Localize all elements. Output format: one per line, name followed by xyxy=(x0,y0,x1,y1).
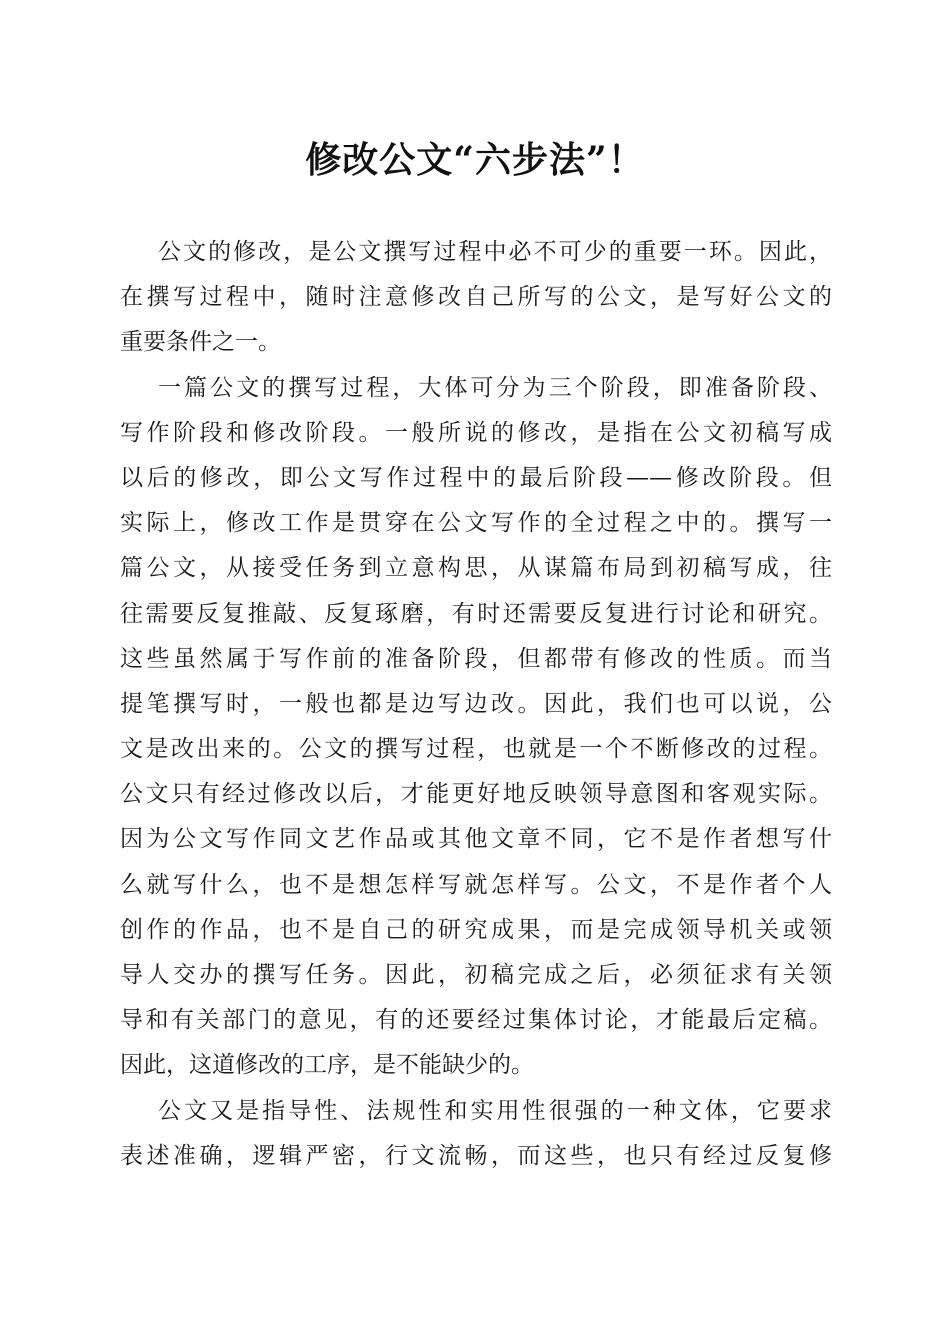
paragraph-2-line-16: 因此，这道修改的工序，是不能缺少的。 xyxy=(120,1052,534,1079)
paragraph-2-line-8: 提笔撰写时，一般也都是边写边改。因此，我们也可以说，公 xyxy=(120,690,832,717)
document-body xyxy=(120,230,832,1179)
paragraph-2-line-12: 么就写什么，也不是想怎样写就怎样写。公文，不是作者个人 xyxy=(120,871,832,898)
paragraph-3-line-2: 表述准确，逻辑严密，行文流畅，而这些，也只有经过反复修 xyxy=(120,1142,832,1169)
paragraph-2-line-13: 创作的作品，也不是自己的研究成果，而是完成领导机关或领 xyxy=(120,916,832,943)
paragraph-2-line-1: 一篇公文的撰写过程，大体可分为三个阶段，即准备阶段、 xyxy=(158,374,832,401)
paragraph-2-line-4: 实际上，修改工作是贯穿在公文写作的全过程之中的。撰写一 xyxy=(120,510,832,537)
paragraph-3-line-1: 公文又是指导性、法规性和实用性很强的一种文体，它要求 xyxy=(158,1097,832,1124)
document-title: 修改公文“六步法”！ xyxy=(305,139,645,181)
paragraph-2-line-3: 以后的修改，即公文写作过程中的最后阶段——修改阶段。但 xyxy=(120,464,832,491)
paragraph-2-line-5: 篇公文，从接受任务到立意构思，从谋篇布局到初稿写成，往 xyxy=(120,555,832,582)
paragraph-2-line-10: 公文只有经过修改以后，才能更好地反映领导意图和客观实际。 xyxy=(120,781,832,808)
paragraph-2-line-7: 这些虽然属于写作前的准备阶段，但都带有修改的性质。而当 xyxy=(120,645,832,672)
paragraph-2-line-14: 导人交办的撰写任务。因此，初稿完成之后，必须征求有关领 xyxy=(120,962,832,988)
paragraph-2-line-11: 因为公文写作同文艺作品或其他文章不同，它不是作者想写什 xyxy=(120,826,832,853)
paragraph-1-line-3: 重要条件之一。 xyxy=(120,329,281,356)
paragraph-2-line-6: 往需要反复推敲、反复琢磨，有时还需要反复进行讨论和研究。 xyxy=(120,600,832,627)
paragraph-1-line-2: 在撰写过程中，随时注意修改自己所写的公文，是写好公文的 xyxy=(120,284,832,311)
paragraph-2-line-9: 文是改出来的。公文的撰写过程，也就是一个不断修改的过程。 xyxy=(120,736,832,763)
paragraph-2-line-2: 写作阶段和修改阶段。一般所说的修改，是指在公文初稿写成 xyxy=(120,419,832,446)
paragraph-1-line-1: 公文的修改，是公文撰写过程中必不可少的重要一环。因此， xyxy=(158,239,832,265)
paragraph-2-line-15: 导和有关部门的意见，有的还要经过集体讨论，才能最后定稿。 xyxy=(120,1007,832,1034)
